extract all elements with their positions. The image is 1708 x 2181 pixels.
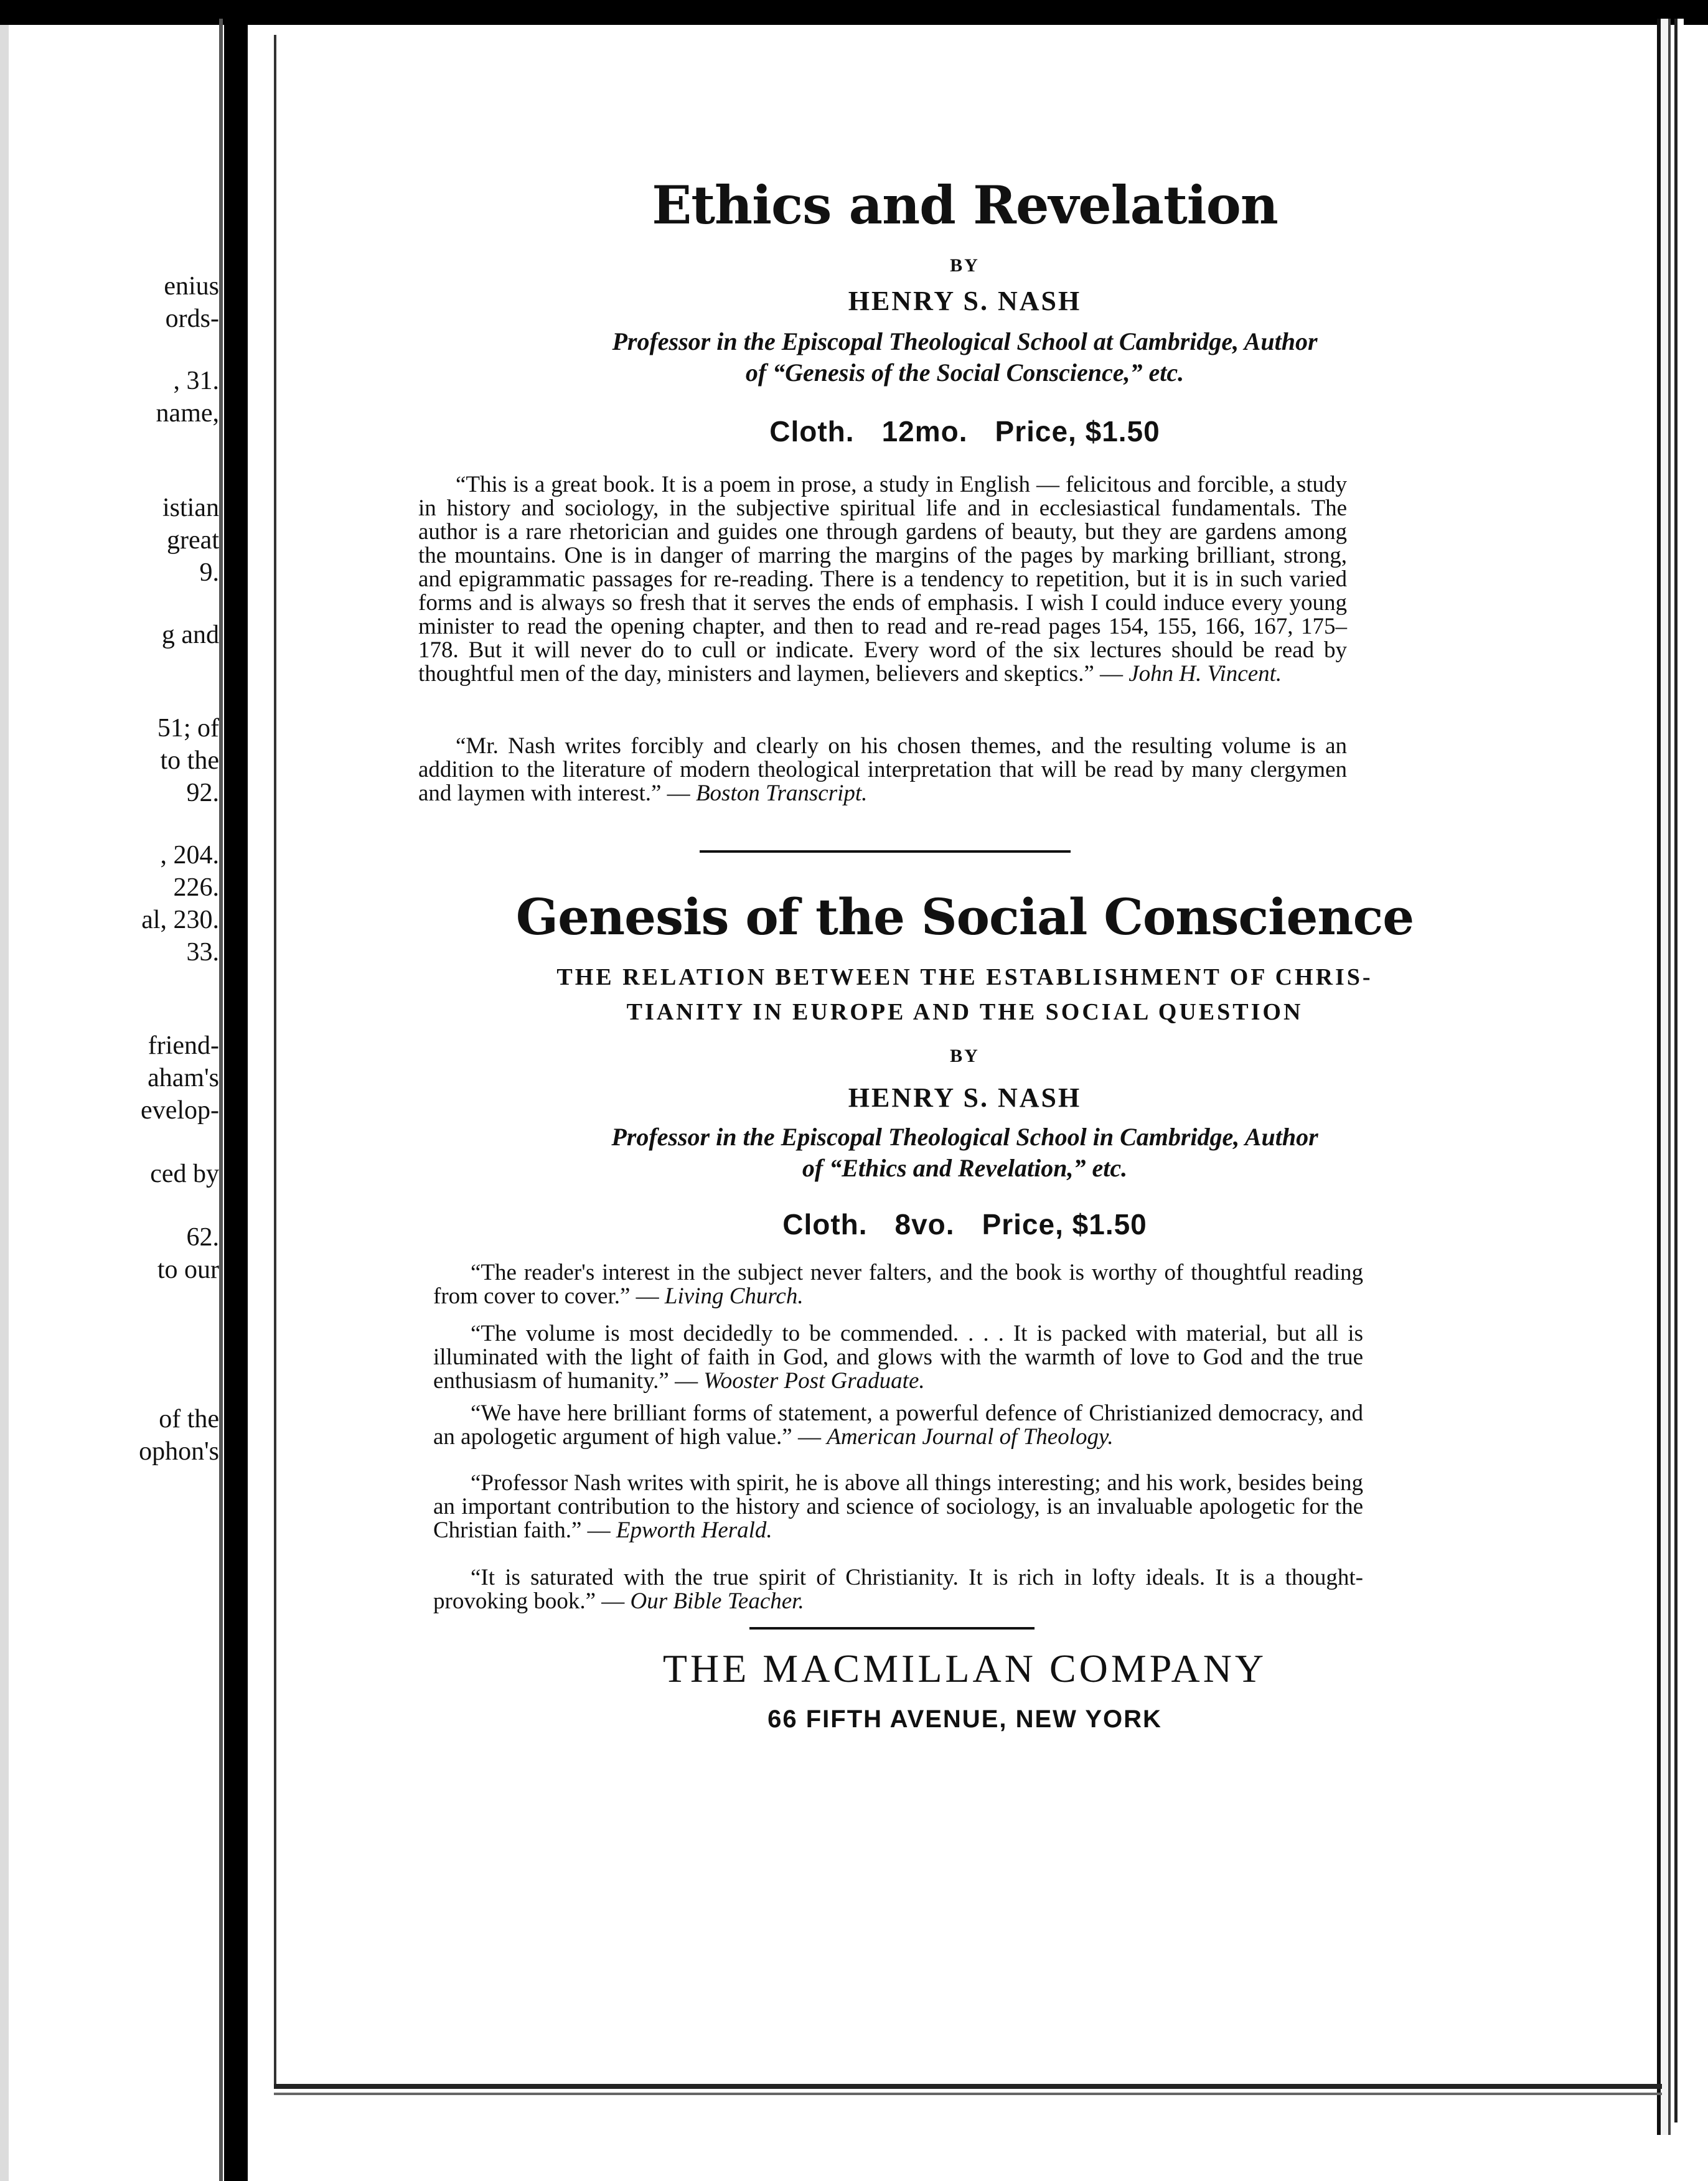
publisher-name: THE MACMILLAN COMPANY: [662, 1646, 1267, 1691]
left-page-line: great: [167, 526, 219, 555]
book2-review-4: [433, 1471, 1363, 1542]
book2-by: BY: [950, 1046, 980, 1066]
left-page-line: al, 230.: [141, 906, 219, 934]
book2-review-2: [433, 1322, 1363, 1393]
book1-review-2: [418, 734, 1347, 805]
book-spine: [224, 19, 248, 2181]
page-edge-right: [1657, 19, 1671, 2135]
review-text: “It is saturated with the true spirit of Christianity. It is rich in lofty ideals. It is a thought-provoking book.” —: [433, 1565, 1363, 1614]
book2-price-line: [373, 1208, 1556, 1241]
book2-subtitle-line1: THE RELATION BETWEEN THE ESTABLISHMENT OF CHRIS-: [556, 964, 1373, 990]
left-page-line: istian: [162, 494, 219, 522]
book1-format: 12mo.: [881, 415, 968, 448]
review-source: American Journal of Theology.: [827, 1424, 1114, 1450]
review-text: “The volume is most decidedly to be commended. . . . It is packed with material, but all is illuminated with the light of faith in God, and glows with the warmth of love to God and the true enthusiasm of humanity.” —: [433, 1321, 1363, 1394]
page-edge-bottom: [274, 2084, 1662, 2089]
review-text: “The reader's interest in the subject never falters, and the book is worthy of thoughtful reading from cover to cover.” —: [433, 1260, 1363, 1309]
book2-review-5: [433, 1566, 1363, 1613]
left-page-line: ords-: [165, 304, 219, 333]
review-text: “This is a great book. It is a poem in prose, a study in English — felicitous and forcible, a study in history and sociology, in the subjective spiritual life and in ecclesiastical fundamentals. The author is a rare rhetorician and guides one through gardens of beauty, but they are gardens among the mountains. One is in danger of marring the margins of the pages by marking brilliant, strong, and epigrammatic passages for re-reading. There is a tendency to repetition, but it is in such varied forms and is always so fresh that it serves the ends of emphasis. I wish I could induce every young minister to read the opening chapter, and then to read and re-read pages 154, 155, 166, 167, 175–178. But it will never do to cull or indicate. Every word of the six lectures should be read by thoughtful men of the day, ministers and laymen, believers and skeptics.” —: [418, 472, 1347, 687]
book2-title: Genesis of the Social Conscience: [515, 888, 1414, 946]
book2-binding: Cloth.: [782, 1208, 868, 1241]
book1-review-1: [418, 473, 1347, 686]
book1-binding: Cloth.: [769, 415, 855, 448]
left-page-line: ced by: [150, 1160, 219, 1188]
book2-affiliation-line1: Professor in the Episcopal Theological School in Cambridge, Author: [611, 1123, 1318, 1151]
left-page: [0, 25, 219, 2181]
page-edge-right-outer: [1674, 19, 1684, 2122]
left-page-line: 92.: [186, 779, 219, 807]
left-page-line: to our: [157, 1255, 219, 1284]
book1-by: BY: [950, 255, 980, 276]
left-page-line: 51; of: [157, 714, 219, 743]
review-source: Epworth Herald.: [616, 1517, 772, 1543]
book2-author: HENRY S. NASH: [848, 1082, 1082, 1113]
left-page-line: , 31.: [173, 367, 219, 395]
review-source: Wooster Post Graduate.: [703, 1368, 925, 1394]
book1-price: Price, $1.50: [995, 415, 1160, 448]
left-page-line: of the: [159, 1405, 219, 1433]
scan-top-edge: [0, 0, 1708, 25]
review-text: “Professor Nash writes with spirit, he is above all things interesting; and his work, besides being an important contribution to the history and science of sociology, is an invaluable apologetic for the Christian faith.” —: [433, 1470, 1363, 1543]
publisher-address: 66 FIFTH AVENUE, NEW YORK: [767, 1705, 1162, 1733]
review-text: “We have here brilliant forms of statement, a powerful defence of Christianized democracy, and an apologetic argument of high value.” —: [433, 1400, 1363, 1450]
section-divider: [700, 850, 1071, 853]
book1-affiliation-line2: of “Genesis of the Social Conscience,” etc.: [745, 359, 1185, 387]
left-page-line: 226.: [173, 873, 219, 902]
page-edge-bottom-outer: [274, 2093, 1662, 2095]
left-page-line: 33.: [186, 938, 219, 967]
left-page-line: name,: [156, 399, 219, 428]
book1-title: Ethics and Revelation: [652, 174, 1278, 236]
left-page-line: aham's: [148, 1064, 219, 1092]
review-source: John H. Vincent.: [1128, 661, 1282, 687]
book2-review-1: [433, 1261, 1363, 1308]
book1-price-line: [373, 415, 1556, 448]
section-divider: [749, 1627, 1035, 1630]
book2-price: Price, $1.50: [982, 1208, 1147, 1241]
left-page-line: friend-: [148, 1031, 219, 1060]
book1-author: HENRY S. NASH: [848, 286, 1082, 316]
left-page-line: 62.: [186, 1223, 219, 1252]
review-source: Our Bible Teacher.: [630, 1588, 804, 1614]
left-page-line: evelop-: [141, 1096, 219, 1125]
left-page-line: 9.: [199, 558, 219, 587]
left-page-line: , 204.: [160, 841, 219, 870]
review-source: Living Church.: [664, 1283, 804, 1309]
left-page-shadow: [0, 25, 9, 2181]
left-page-line: g and: [161, 621, 219, 649]
left-page-line: enius: [164, 272, 219, 301]
book2-review-3: [433, 1402, 1363, 1449]
book2-format: 8vo.: [894, 1208, 955, 1241]
book1-affiliation-line1: Professor in the Episcopal Theological School at Cambridge, Author: [612, 327, 1318, 355]
left-page-line: ophon's: [139, 1437, 219, 1466]
review-text: “Mr. Nash writes forcibly and clearly on his chosen themes, and the resulting volume is an addition to the literature of modern theological interpretation that will be read by many clergymen and laymen with interest.” —: [418, 733, 1347, 806]
left-page-line: to the: [160, 746, 219, 775]
spine-shadow: [219, 19, 223, 2181]
book2-affiliation-line2: of “Ethics and Revelation,” etc.: [802, 1154, 1128, 1182]
review-source: Boston Transcript.: [695, 781, 868, 806]
book2-subtitle-line2: TIANITY IN EUROPE AND THE SOCIAL QUESTION: [626, 999, 1303, 1025]
